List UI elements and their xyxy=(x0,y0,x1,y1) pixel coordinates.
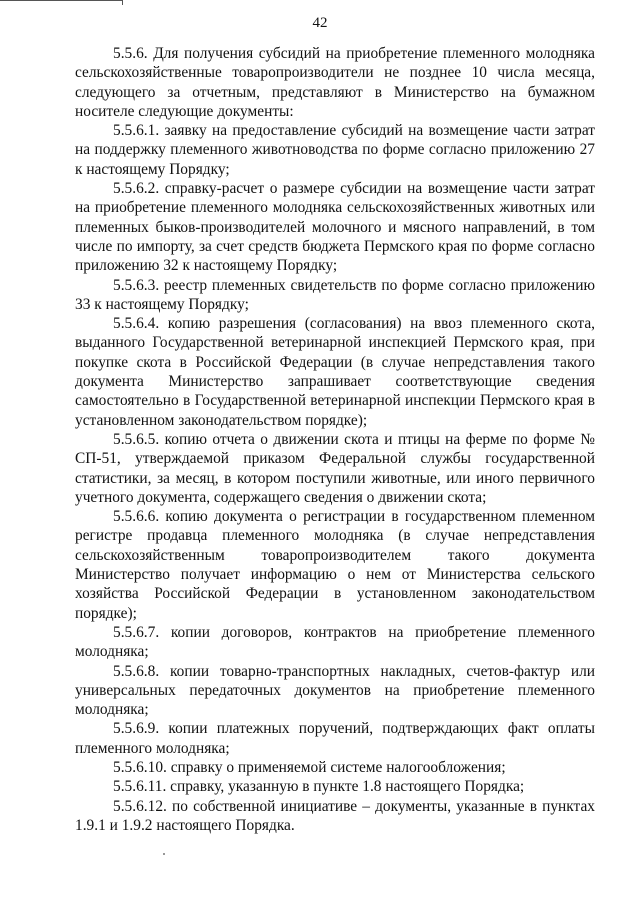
paragraph-5-5-6-9: 5.5.6.9. копии платежных поручений, подтверждающих факт оплаты племенного молодняка; xyxy=(75,720,595,757)
paragraph-5-5-6-2: 5.5.6.2. справку-расчет о размере субсидии на возмещение части затрат на приобретение племенного молодняка сельскохозяйственных животных или племенных быков-производителей молочного и мясного направлений, в том числе по импорту, за счет средств бюджета Пермского края по форме согласно приложению 32 к настоящему Порядку; xyxy=(75,180,595,275)
paragraph-5-5-6-6: 5.5.6.6. копию документа о регистрации в государственном племенном регистре продавца племенного молодняка (в случае непредставления сельскохозяйственным товаропроизводителем такого документа Министерство получает информацию о нем от Министерства сельского хозяйства Российской Федерации в установленном законодательством порядке); xyxy=(75,508,595,622)
document-body xyxy=(75,44,595,835)
paragraph-5-5-6-11: 5.5.6.11. справку, указанную в пункте 1.8 настоящего Порядка; xyxy=(113,778,525,796)
paragraph-5-5-6-8: 5.5.6.8. копии товарно-транспортных накладных, счетов-фактур или универсальных передаточных документов на приобретение племенного молодняка; xyxy=(75,662,595,719)
paragraph-5-5-6-5: 5.5.6.5. копию отчета о движении скота и птицы на ферме по форме № СП-51, утверждаемой приказом Федеральной службы государственной статистики, за месяц, в котором поступили животные, или иного первичного учетного документа, содержащего сведения о движении скота; xyxy=(75,430,595,506)
page-number: 42 xyxy=(312,15,328,31)
paragraph-5-5-6-7: 5.5.6.7. копии договоров, контрактов на приобретение племенного молодняка; xyxy=(75,623,595,661)
paragraph-5-5-6-1: 5.5.6.1. заявку на предоставление субсидий на возмещение части затрат на поддержку племенного животноводства по форме согласно приложению 27 к настоящему Порядку; xyxy=(75,122,595,178)
paragraph-5-5-6-12: 5.5.6.12. по собственной инициативе – документы, указанные в пунктах 1.9.1 и 1.9.2 настоящего Порядка. xyxy=(75,797,595,834)
scan-corner-mark xyxy=(0,0,123,5)
scan-speck xyxy=(163,853,165,855)
paragraph-5-5-6-3: 5.5.6.3. реестр племенных свидетельств по форме согласно приложению 33 к настоящему Порядку; xyxy=(75,276,595,313)
paragraph-5-5-6-10: 5.5.6.10. справку о применяемой системе налогообложения; xyxy=(113,758,506,776)
paragraph-5-5-6-4: 5.5.6.4. копию разрешения (согласования) на ввоз племенного скота, выданного Государственной ветеринарной инспекцией Пермского края, при покупке скота в Российской Федерации (в случае непредставления такого документа Министерство запрашивает соответствующие сведения самостоятельно в Государственной ветеринарной инспекции Пермского края в установленном законодательством порядке); xyxy=(75,315,595,429)
paragraph-5-5-6: 5.5.6. Для получения субсидий на приобретение племенного молодняка сельскохозяйственные товаропроизводители не позднее 10 числа месяца, следующего за отчетным, представляют в Министерство на бумажном носителе следующие документы: xyxy=(75,45,595,120)
